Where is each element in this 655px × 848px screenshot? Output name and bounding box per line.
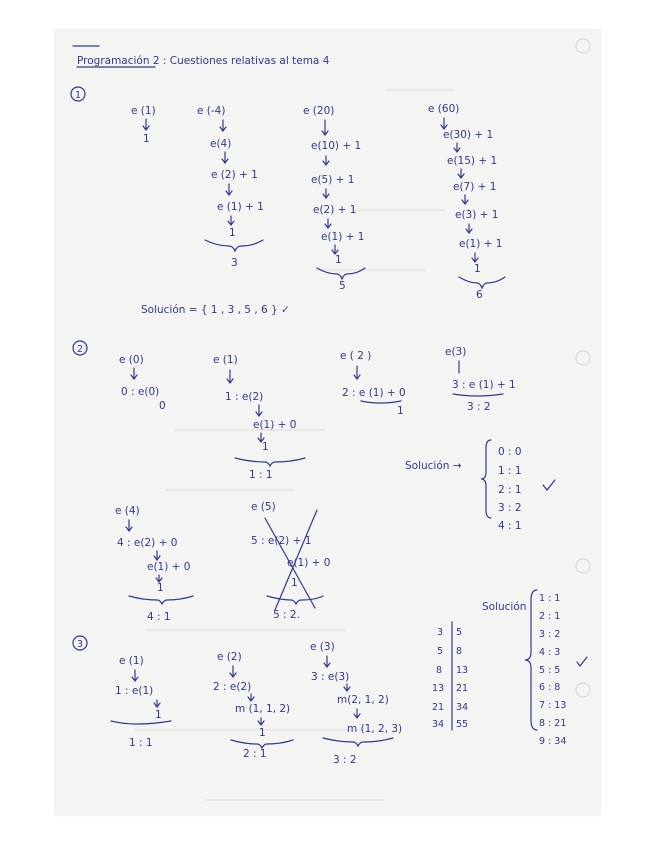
arrow-down-icon — [230, 666, 236, 677]
recursion-step: e(30) + 1 — [443, 129, 494, 141]
result-value: 5 — [339, 280, 346, 292]
call-label: e (20) — [303, 105, 335, 117]
result-value: 1 — [397, 405, 404, 417]
call-label: e (4) — [115, 505, 140, 517]
call-label: e (1) — [131, 105, 156, 117]
recursion-step: 1 — [229, 227, 236, 239]
solution-row: 3 : 2 — [539, 629, 561, 640]
question-number: 1 — [75, 90, 82, 101]
result-value: 4 : 1 — [147, 611, 171, 623]
result-value: 0 — [159, 400, 166, 412]
underbrace-icon — [111, 721, 171, 724]
question-1 — [71, 87, 505, 316]
recursion-step: e(1) + 1 — [459, 238, 503, 250]
underbrace-icon — [323, 738, 393, 746]
arrow-down-icon — [322, 120, 328, 135]
underbrace-icon — [129, 596, 193, 604]
solution-row: 1 : 1 — [498, 465, 522, 477]
arrow-down-icon — [323, 189, 329, 198]
solution-row: 3 : 2 — [498, 502, 522, 514]
call-label: e (3) — [310, 641, 335, 653]
underbrace-icon — [231, 740, 293, 748]
recursion-step: m (1, 1, 2) — [235, 703, 291, 715]
recursion-step: 1 — [335, 254, 342, 266]
recursion-step: m(2, 1, 2) — [337, 694, 389, 706]
call-label: e (-4) — [197, 105, 226, 117]
arrow-down-icon — [344, 684, 350, 691]
solution-row: 5 : 5 — [539, 665, 561, 676]
handwritten-page — [55, 30, 600, 815]
arrow-down-icon — [126, 520, 132, 531]
call-label: e ( 2 ) — [340, 350, 372, 362]
arrow-down-icon — [323, 156, 329, 165]
arrow-down-icon — [154, 700, 160, 707]
underbrace-icon — [453, 394, 503, 396]
solution-row: 9 : 34 — [539, 736, 567, 747]
result-value: 2 : 1 — [243, 748, 267, 760]
call-label: e (60) — [428, 103, 460, 115]
checkmark-icon — [577, 657, 587, 666]
solution-row: 4 : 1 — [498, 520, 522, 532]
recursion-step: e(2) + 1 — [313, 204, 357, 216]
call-label: e (0) — [119, 354, 144, 366]
table-cell: 21 — [456, 683, 469, 694]
call-label: e (5) — [251, 501, 276, 513]
call-label: e (1) — [213, 354, 238, 366]
solution-row: 0 : 0 — [498, 446, 522, 458]
underbrace-icon — [267, 596, 323, 604]
solution-row: 6 : 8 — [539, 682, 561, 693]
arrow-down-icon — [228, 216, 234, 225]
table-cell: 21 — [432, 702, 445, 713]
arrow-down-icon — [154, 551, 160, 560]
arrow-down-icon — [462, 195, 468, 204]
page-title: Programación 2 : Cuestiones relativas al tema 4 — [77, 55, 330, 67]
recursion-step: e(1) + 0 — [253, 419, 297, 431]
solution-row: 1 : 1 — [539, 593, 561, 604]
arrow-down-icon — [441, 118, 447, 129]
recursion-step: 2 : e (1) + 0 — [342, 387, 406, 399]
recursion-step: e(3) + 1 — [455, 209, 499, 221]
call-label: e (1) — [119, 655, 144, 667]
recursion-step: e(5) + 1 — [311, 174, 355, 186]
underbrace-icon — [459, 277, 505, 288]
recursion-step: 0 : e(0) — [121, 386, 160, 398]
result-value: 5 : 2. — [273, 609, 300, 621]
question-number: 3 — [77, 639, 84, 650]
recursion-step: 3 : e (1) + 1 — [452, 379, 516, 391]
solution-label: Solución — [482, 601, 527, 613]
recursion-step: 1 : e(2) — [225, 391, 264, 403]
recursion-step: m (1, 2, 3) — [347, 723, 403, 735]
arrow-down-icon — [325, 219, 331, 228]
arrow-down-icon — [258, 718, 264, 725]
arrow-down-icon — [458, 169, 464, 178]
table-cell: 3 — [437, 627, 444, 638]
recursion-step: 1 — [291, 577, 298, 589]
recursion-step: e(10) + 1 — [311, 140, 362, 152]
arrow-down-icon — [472, 253, 478, 262]
arrow-down-icon — [222, 152, 228, 163]
table-cell: 34 — [456, 702, 469, 713]
arrow-down-icon — [332, 245, 338, 254]
recursion-step: e(15) + 1 — [447, 155, 498, 167]
arrow-down-icon — [220, 120, 226, 131]
call-label: e (2) — [217, 651, 242, 663]
arrow-down-icon — [454, 143, 460, 152]
underbrace-icon — [361, 401, 401, 403]
question-2 — [73, 341, 555, 623]
recursion-step: 1 — [262, 441, 269, 453]
recursion-step: e (1) + 1 — [217, 201, 264, 213]
result-value: 3 : 2 — [467, 401, 491, 413]
left-brace-icon — [481, 440, 491, 518]
solution-row: 4 : 3 — [539, 647, 561, 658]
arrow-down-icon — [466, 224, 472, 233]
recursion-step: e(7) + 1 — [453, 181, 497, 193]
arrow-down-icon — [354, 709, 360, 718]
result-value: 3 — [231, 257, 238, 269]
solution-row: 8 : 21 — [539, 718, 567, 729]
table-cell: 8 — [456, 646, 463, 657]
arrow-down-icon — [156, 575, 162, 582]
recursion-step: e (2) + 1 — [211, 169, 258, 181]
recursion-step: e(1) + 1 — [321, 231, 365, 243]
paper-sheet — [55, 30, 600, 815]
checkmark-icon — [543, 480, 555, 490]
recursion-step: 2 : e(2) — [213, 681, 252, 693]
recursion-step: e(1) + 0 — [287, 557, 331, 569]
result-value: 1 — [143, 133, 150, 145]
underbrace-icon — [205, 240, 263, 251]
solution-text: Solución = { 1 , 3 , 5 , 6 } ✓ — [141, 304, 290, 316]
result-value: 3 : 2 — [333, 754, 357, 766]
solution-row: 2 : 1 — [498, 484, 522, 496]
arrow-down-icon — [324, 656, 330, 667]
arrow-down-icon — [226, 184, 232, 195]
arrow-down-icon — [248, 694, 254, 701]
question-number: 2 — [77, 344, 84, 355]
table-cell: 13 — [456, 665, 469, 676]
arrow-down-icon — [143, 119, 149, 130]
table-cell: 55 — [456, 719, 469, 730]
solution-row: 2 : 1 — [539, 611, 561, 622]
arrow-down-icon — [354, 366, 360, 379]
recursion-step: 5 : e(2) + 1 — [251, 535, 312, 547]
arrow-down-icon — [227, 370, 233, 383]
table-cell: 5 — [456, 627, 463, 638]
recursion-step: 4 : e(2) + 0 — [117, 537, 178, 549]
result-value: 6 — [476, 289, 483, 301]
table-cell: 34 — [432, 719, 445, 730]
recursion-step: 1 — [157, 582, 164, 594]
arrow-down-icon — [131, 368, 137, 379]
recursion-step: e(1) + 0 — [147, 561, 191, 573]
result-value: 1 : 1 — [129, 737, 153, 749]
table-cell: 13 — [432, 683, 445, 694]
recursion-step: 1 : e(1) — [115, 685, 154, 697]
recursion-step: 1 — [259, 727, 266, 739]
bleed-through-marks — [135, 39, 590, 800]
solution-label: Solución → — [405, 460, 462, 472]
recursion-step: 1 — [155, 709, 162, 721]
fibonacci-table — [432, 622, 468, 730]
call-label: e(3) — [445, 346, 467, 358]
left-brace-icon — [525, 590, 537, 730]
recursion-step: 3 : e(3) — [311, 671, 350, 683]
result-value: 1 : 1 — [249, 469, 273, 481]
arrow-down-icon — [132, 670, 138, 681]
table-cell: 5 — [437, 646, 444, 657]
recursion-step: 1 — [474, 263, 481, 275]
solution-row: 7 : 13 — [539, 700, 567, 711]
underbrace-icon — [235, 458, 305, 466]
table-cell: 8 — [436, 665, 443, 676]
arrow-down-icon — [256, 405, 262, 416]
recursion-step: e(4) — [210, 138, 232, 150]
